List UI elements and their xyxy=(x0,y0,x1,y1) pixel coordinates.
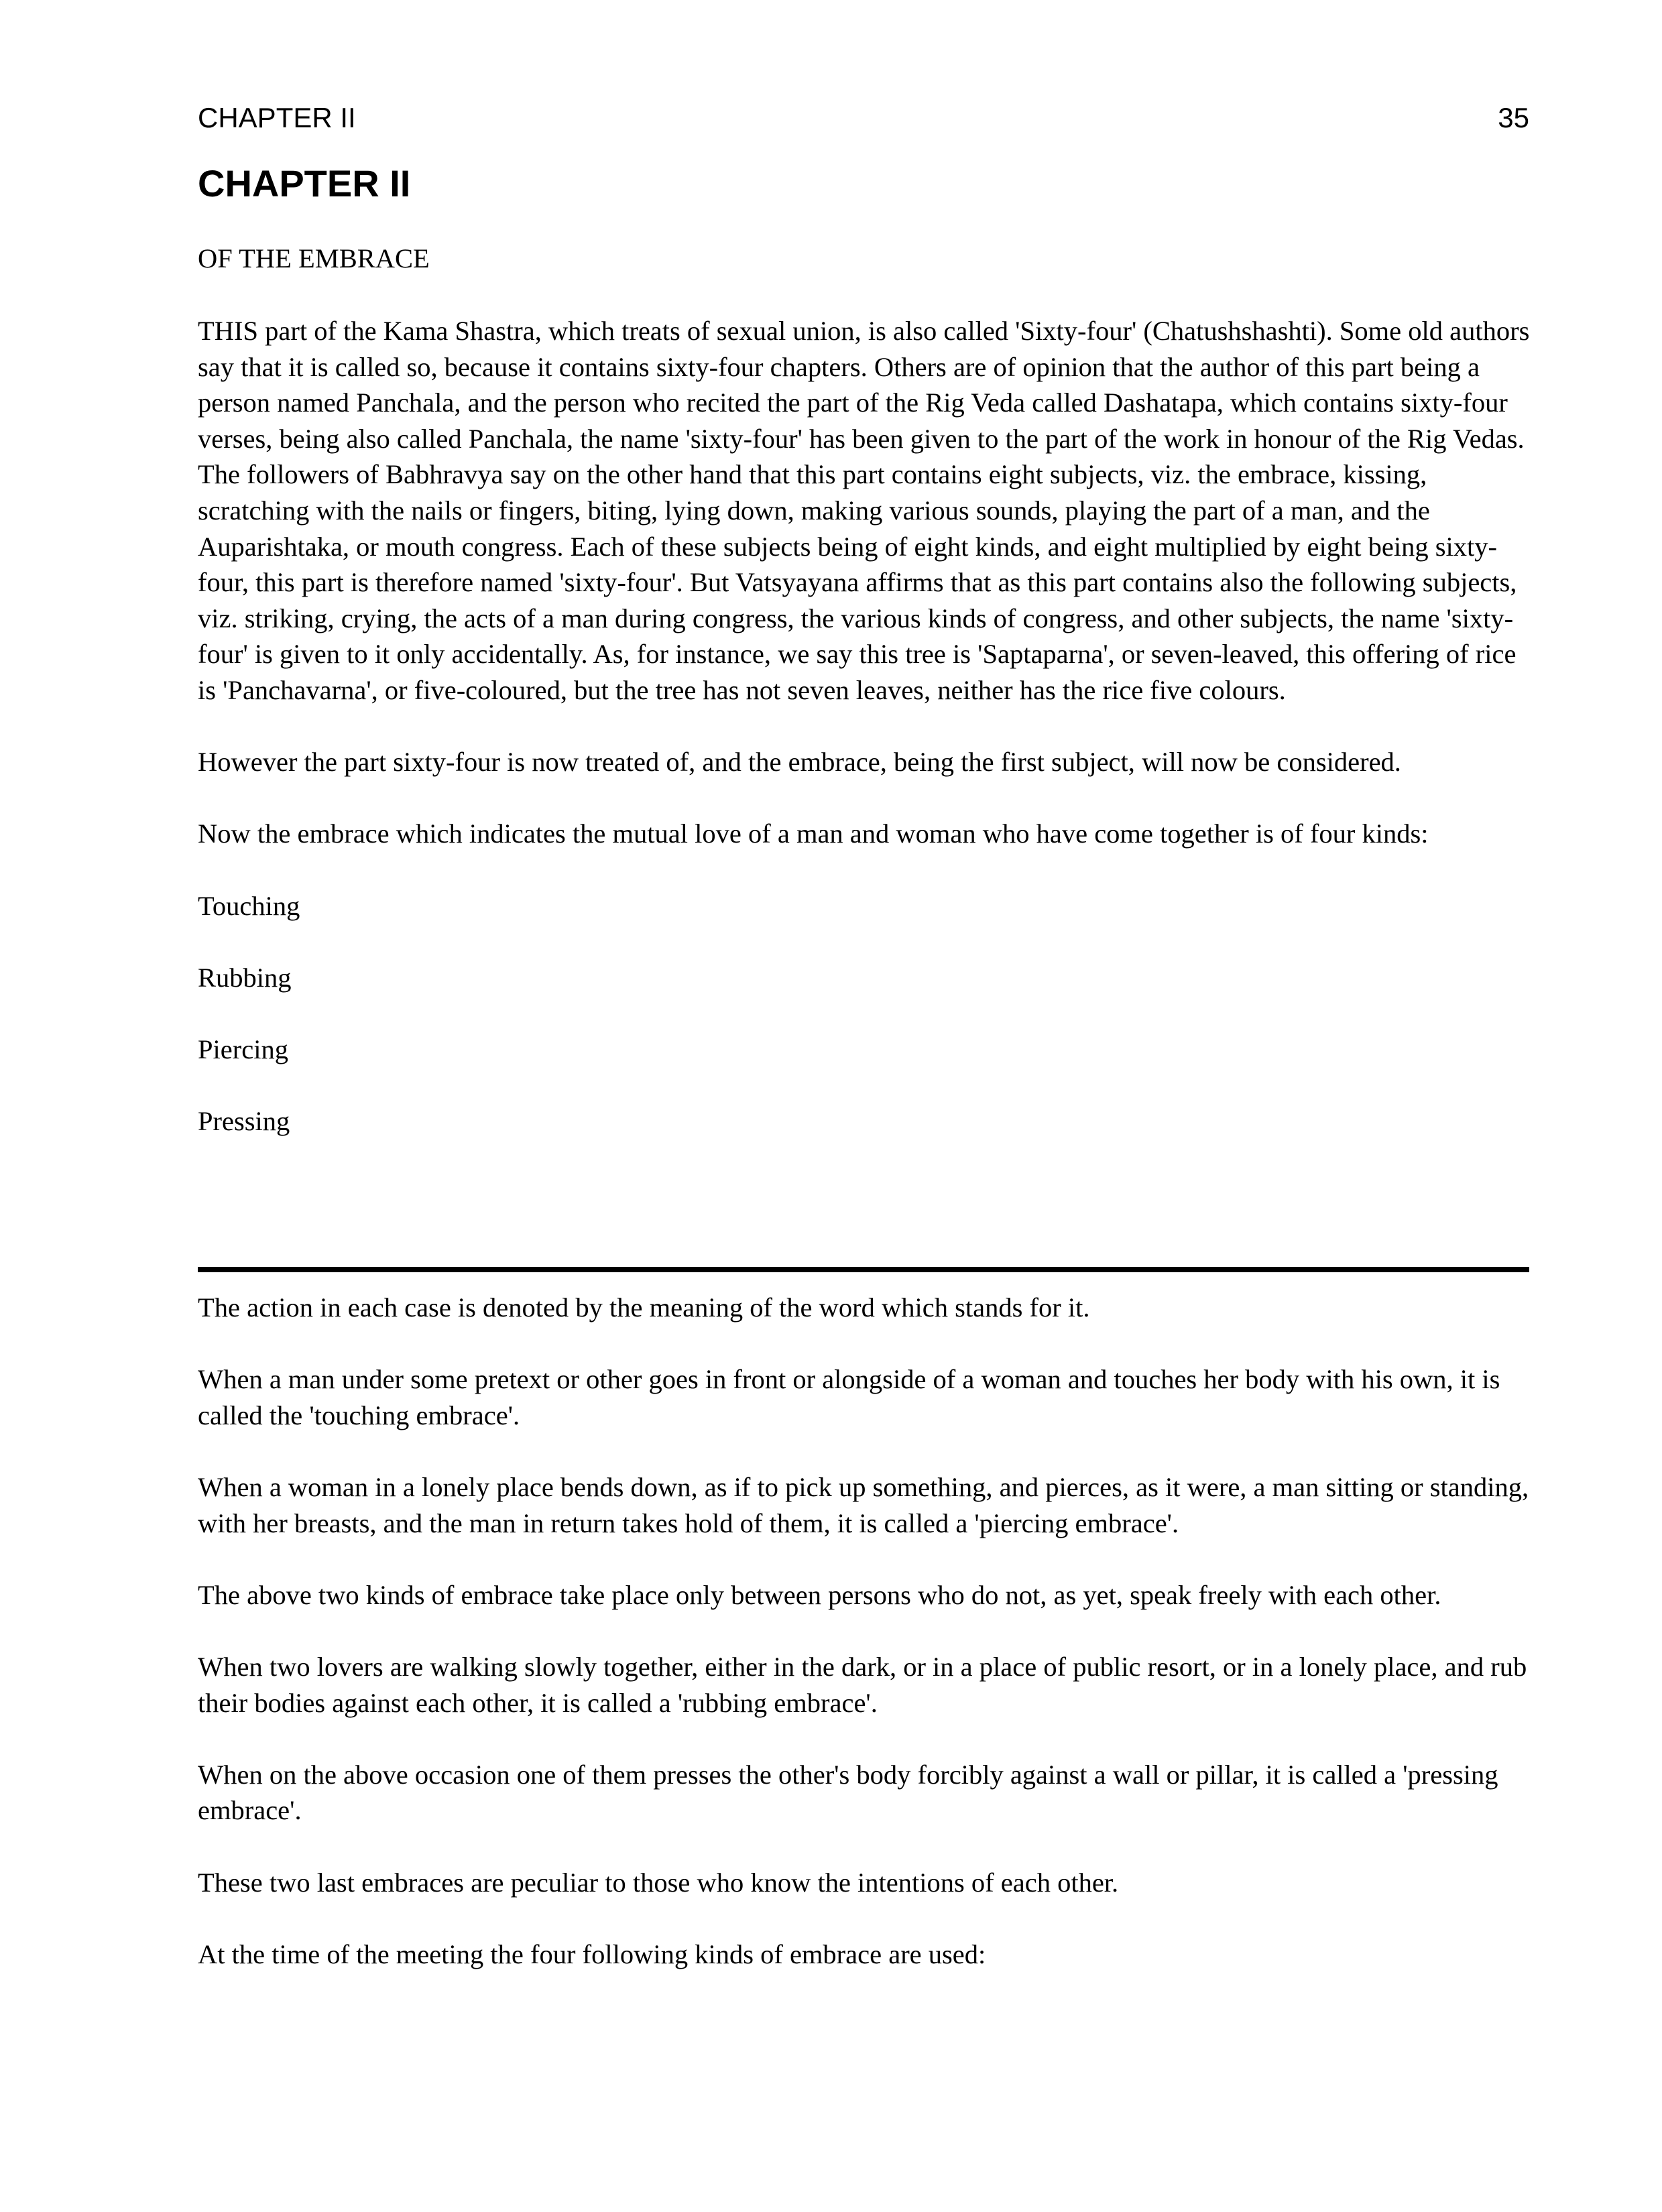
chapter-title: CHAPTER II xyxy=(198,162,411,204)
paragraph-touching-embrace: When a man under some pretext or other goes in front or alongside of a woman and touches her body with his own, it is called the 'touching embrace'. xyxy=(198,1364,1500,1430)
text-block-before-rule xyxy=(198,313,1532,1140)
paragraph-two-kinds: The above two kinds of embrace take place only between persons who do not, as yet, speak freely with each other. xyxy=(198,1579,1441,1610)
paragraph-two-last-embraces: These two last embraces are peculiar to those who know the intentions of each other. xyxy=(198,1867,1119,1898)
list-item-rubbing: Rubbing xyxy=(198,962,292,993)
paragraph-pressing-embrace: When on the above occasion one of them presses the other's body forcibly against a wall or pillar, it is called a 'pressing embrace'. xyxy=(198,1759,1498,1826)
horizontal-rule xyxy=(198,1267,1529,1272)
paragraph-sixty-four-intro: THIS part of the Kama Shastra, which treats of sexual union, is also called 'Sixty-four' (Chatushshashti). Some old authors say that it is called so, because it contains sixty-four chapters. Others are of opinion that the author of this part being a person named Panchala, and the person who recited the part of the Rig Veda called Dashatapa, which contains sixty-four verses, being also called Panchala, the name 'sixty-four' has been given to the part of the work in honour of the Rig Vedas. The followers of Babhravya say on the other hand that this part contains eight subjects, viz. the embrace, kissing, scratching with the nails or fingers, biting, lying down, making various sounds, playing the part of a man, and the Auparishtaka, or mouth congress. Each of these subjects being of eight kinds, and eight multiplied by eight being sixty-four, this part is therefore named 'sixty-four'. But Vatsyayana affirms that as this part contains also the following subjects, viz. striking, crying, the acts of a man during congress, the various kinds of congress, and other subjects, the name 'sixty-four' is given to it only accidentally. As, for instance, we say this tree is 'Saptaparna', or seven-leaved, this offering of rice is 'Panchavarna', or five-coloured, but the tree has not seven leaves, neither has the rice five colours. xyxy=(198,316,1530,705)
page-number: 35 xyxy=(1498,102,1529,133)
list-item-touching: Touching xyxy=(198,890,300,921)
paragraph-rubbing-embrace: When two lovers are walking slowly together, either in the dark, or in a place of public resort, or in a lonely place, and rub their bodies against each other, it is called a 'rubbing embrace'. xyxy=(198,1651,1527,1718)
chapter-subtitle: OF THE EMBRACE xyxy=(198,243,430,273)
running-header-title: CHAPTER II xyxy=(198,102,356,133)
running-header xyxy=(198,98,1529,138)
paragraph-four-kinds: Now the embrace which indicates the mutual love of a man and woman who have come together is of four kinds: xyxy=(198,818,1429,849)
list-item-piercing: Piercing xyxy=(198,1034,288,1064)
text-block-after-rule xyxy=(198,1290,1532,1972)
paragraph-meeting-embraces: At the time of the meeting the four following kinds of embrace are used: xyxy=(198,1939,986,1969)
paragraph-embrace-considered: However the part sixty-four is now treated of, and the embrace, being the first subject, will now be considered. xyxy=(198,747,1401,778)
paragraph-piercing-embrace: When a woman in a lonely place bends down, as if to pick up something, and pierces, as it were, a man sitting or standing, with her breasts, and the man in return takes hold of them, it is called a 'piercing embrace'. xyxy=(198,1471,1529,1538)
list-item-pressing: Pressing xyxy=(198,1106,290,1137)
paragraph-action-denoted: The action in each case is denoted by the meaning of the word which stands for it. xyxy=(198,1292,1090,1323)
